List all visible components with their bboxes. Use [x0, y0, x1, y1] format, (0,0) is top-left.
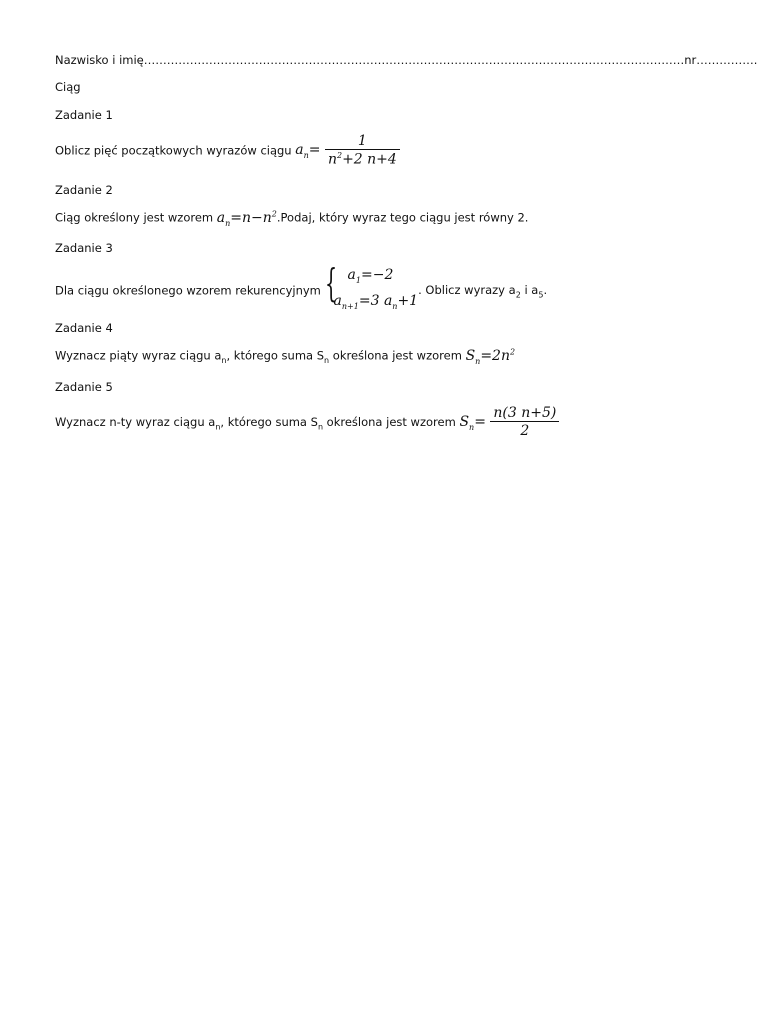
formula-symbol: a	[295, 142, 304, 159]
task-3-body	[55, 261, 548, 317]
formula-rhs: =n−n	[230, 209, 272, 226]
formula-symbol: a	[216, 209, 226, 226]
row-1-subscript: 1	[355, 275, 361, 285]
task-3-text-after	[418, 283, 548, 300]
task-5-sub-2: n	[317, 422, 324, 432]
task-5-sub-1: n	[215, 422, 221, 432]
denominator-rest: +2 n+4	[342, 151, 397, 168]
task-1-body	[55, 133, 400, 168]
left-brace: {	[324, 261, 337, 305]
task-4-text-1: Wyznacz piąty wyraz ciągu a	[55, 348, 222, 363]
task-2-heading: Zadanie 2	[55, 183, 113, 197]
task-4-body	[55, 347, 515, 365]
task-1-formula	[295, 133, 400, 168]
task-3-sub-a: 2	[515, 290, 521, 300]
task-1-text: Oblicz pięć początkowych wyrazów ciągu	[55, 143, 292, 158]
formula-equals: =	[308, 142, 321, 159]
row-2-symbol: a	[333, 292, 342, 309]
task-5-body	[55, 405, 559, 439]
task-2-text-after: .Podaj, który wyraz tego ciągu jest równy 2.	[276, 210, 529, 225]
task-4-heading: Zadanie 4	[55, 321, 113, 335]
row-2-rhs: +1	[397, 292, 419, 309]
formula-subscript: n	[225, 218, 231, 228]
task-1-heading: Zadanie 1	[55, 108, 113, 122]
fraction-denominator: 2	[490, 421, 559, 439]
task-2-text: Ciąg określony jest wzorem	[55, 210, 214, 225]
task-4-sub-2: n	[324, 355, 330, 365]
task-4-sub-1: n	[221, 355, 227, 365]
task-5-text-1: Wyznacz n-ty wyraz ciągu a	[55, 415, 216, 429]
fraction-denominator	[325, 149, 400, 168]
row-2-subscript: n+1	[341, 301, 359, 311]
recurrence-system	[324, 261, 419, 317]
task-3-after-2: i a	[520, 283, 539, 298]
fraction	[490, 405, 559, 439]
fraction	[325, 133, 400, 168]
task-3-after-1: . Oblicz wyrazy a	[418, 283, 516, 298]
formula-subscript: n	[303, 151, 309, 161]
task-3-after-3: .	[543, 283, 548, 298]
row-1-rhs: =−2	[361, 267, 394, 283]
page-title: Ciąg	[55, 80, 81, 94]
task-5-text-2: , którego suma S	[220, 415, 318, 429]
task-2-formula	[217, 210, 277, 226]
task-4-text-3: określona jest wzorem	[329, 348, 462, 363]
recurrence-row-1	[334, 265, 419, 291]
name-label: Nazwisko i imię……………………………………………………………………………………………………………………………nr…………….	[55, 53, 758, 67]
formula-subscript: n	[469, 422, 475, 432]
formula-exponent: 2	[271, 209, 277, 218]
row-2-subscript-2: n	[392, 301, 398, 311]
task-5-heading: Zadanie 5	[55, 380, 113, 394]
task-5-formula	[459, 405, 559, 439]
task-3-heading: Zadanie 3	[55, 241, 113, 255]
task-2-body	[55, 209, 528, 227]
formula-symbol: S	[465, 347, 476, 364]
formula-symbol: S	[459, 414, 470, 430]
recurrence-row-2	[334, 291, 419, 317]
task-3-sub-b: 5	[538, 290, 544, 300]
denominator-exponent: 2	[336, 151, 343, 160]
formula-subscript: n	[475, 356, 481, 366]
denominator-base: n	[327, 151, 337, 168]
formula-exponent: 2	[509, 347, 516, 356]
name-field-line	[55, 53, 757, 67]
fraction-numerator: 1	[357, 133, 367, 149]
task-5-text-3: określona jest wzorem	[323, 415, 456, 429]
row-2-middle: =3 a	[358, 292, 393, 309]
task-4-text-2: , którego suma S	[226, 348, 325, 363]
task-4-formula	[466, 348, 516, 364]
task-3-text: Dla ciągu określonego wzorem rekurencyjnym	[55, 283, 321, 298]
fraction-numerator: n(3 n+5)	[493, 405, 557, 421]
formula-rhs: =2n	[480, 347, 510, 364]
formula-equals: =	[474, 414, 486, 430]
row-1-symbol: a	[347, 267, 356, 283]
